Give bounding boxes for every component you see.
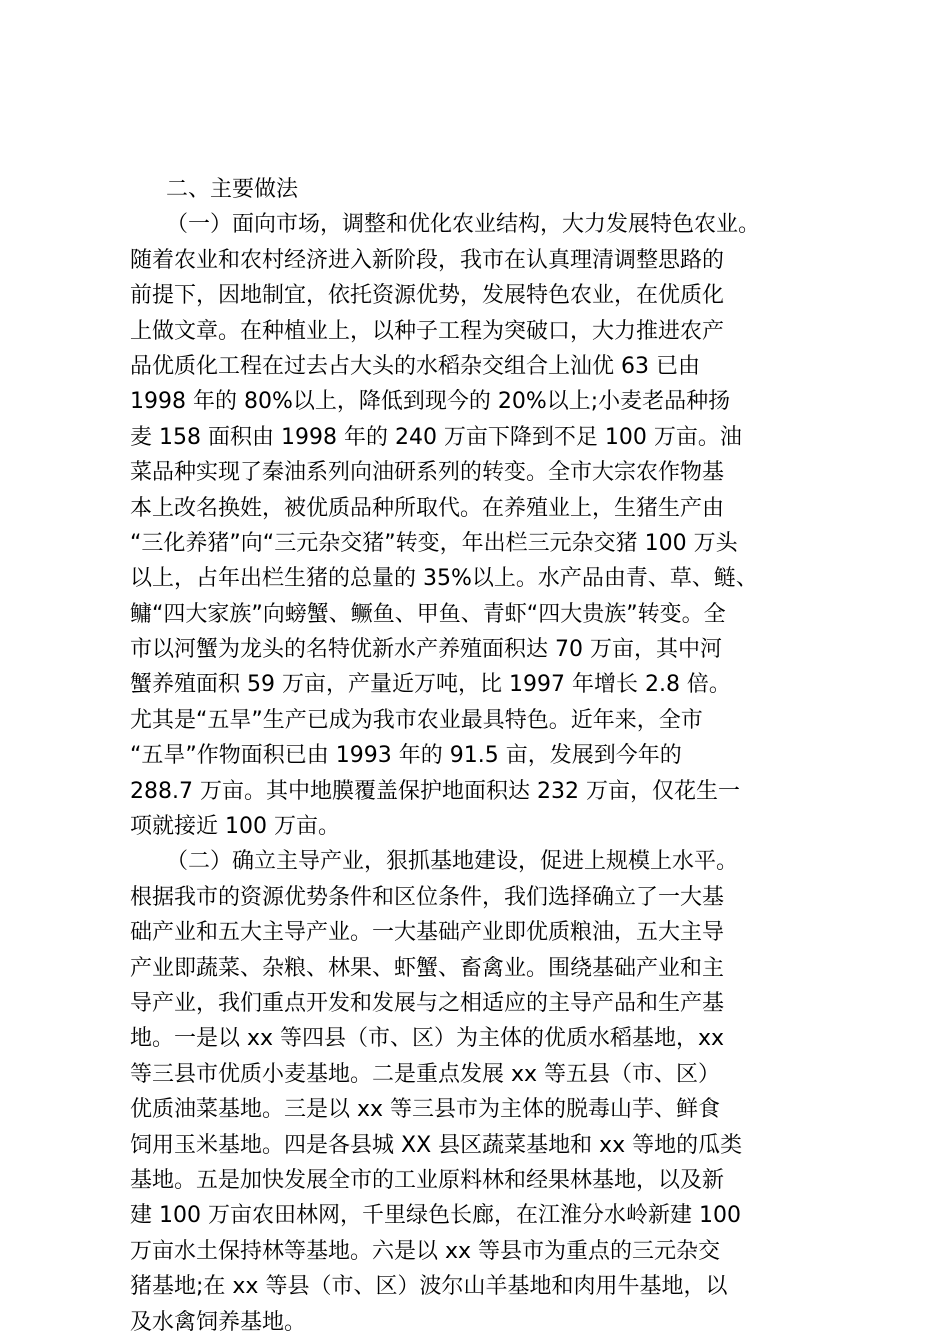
paragraph-line: 市以河蟹为龙头的名特优新水产养殖面积达 70 万亩，其中河 [130,637,722,663]
paragraph-line: 以上，占年出栏生猪的总量的 35%以上。水产品由青、草、鲢、 [130,566,758,592]
paragraph-line: 建 100 万亩农田林网，千里绿色长廊，在江淮分水岭新建 100 [130,1203,741,1229]
paragraph-line: 前提下，因地制宜，依托资源优势，发展特色农业，在优质化 [130,283,725,309]
paragraph-line: 产业即蔬菜、杂粮、林果、虾蟹、畜禽业。围绕基础产业和主 [130,955,725,981]
paragraph-line: 项就接近 100 万亩。 [130,814,340,840]
paragraph-line: 根据我市的资源优势条件和区位条件，我们选择确立了一大基 [130,884,725,910]
paragraph-line: 上做文章。在种植业上，以种子工程为突破口，大力推进农产 [130,318,725,344]
paragraph-line: （一）面向市场，调整和优化农业结构，大力发展特色农业。 [166,212,761,238]
paragraph-line: 导产业，我们重点开发和发展与之相适应的主导产品和生产基 [130,990,725,1016]
paragraph-line: 本上改名换姓，被优质品种所取代。在养殖业上，生猪生产由 [130,495,725,521]
paragraph-line: 础产业和五大主导产业。一大基础产业即优质粮油，五大主导 [130,920,725,946]
paragraph-line: 鳙“四大家族”向螃蟹、鳜鱼、甲鱼、青虾“四大贵族”转变。全 [130,601,726,627]
paragraph-line: 万亩水土保持林等基地。六是以 xx 等县市为重点的三元杂交 [130,1238,721,1264]
paragraph-line: 及水禽饲养基地。 [130,1309,307,1335]
paragraph-line: 优质油菜基地。三是以 xx 等三县市为主体的脱毒山芋、鲜食 [130,1097,721,1123]
paragraph-1 [130,207,840,844]
paragraph-line: 尤其是“五旱”生产已成为我市农业最具特色。近年来，全市 [130,707,703,733]
paragraph-line: 地。一是以 xx 等四县（市、区）为主体的优质水稻基地，xx [130,1026,725,1052]
paragraph-line: 猪基地;在 xx 等县（市、区）波尔山羊基地和肉用牛基地，以 [130,1274,728,1300]
paragraph-line: “五旱”作物面积已由 1993 年的 91.5 亩，发展到今年的 [130,743,682,769]
paragraph-line: 饲用玉米基地。四是各县城 XX 县区蔬菜基地和 xx 等地的瓜类 [130,1132,743,1158]
paragraph-line: 蟹养殖面积 59 万亩，产量近万吨，比 1997 年增长 2.8 倍。 [130,672,731,698]
paragraph-2 [130,844,840,1339]
paragraph-line: 等三县市优质小麦基地。二是重点发展 xx 等五县（市、区） [130,1061,721,1087]
paragraph-line: 1998 年的 80%以上，降低到现今的 20%以上;小麦老品种扬 [130,389,731,415]
paragraph-line: 288.7 万亩。其中地膜覆盖保护地面积达 232 万亩，仅花生一 [130,778,740,804]
paragraph-line: 品优质化工程在过去占大头的水稻杂交组合上汕优 63 已由 [130,353,700,379]
paragraph-line: 基地。五是加快发展全市的工业原料林和经果林基地，以及新 [130,1167,725,1193]
section-heading: 二、主要做法 [166,177,299,202]
document-body [130,172,840,1340]
paragraph-line: （二）确立主导产业，狠抓基地建设，促进上规模上水平。 [166,849,739,875]
paragraph-line: 麦 158 面积由 1998 年的 240 万亩下降到不足 100 万亩。油 [130,424,742,450]
paragraph-line: 随着农业和农村经济进入新阶段，我市在认真理清调整思路的 [130,247,725,273]
paragraph-line: “三化养猪”向“三元杂交猪”转变，年出栏三元杂交猪 100 万头 [130,530,738,556]
paragraph-line: 菜品种实现了秦油系列向油研系列的转变。全市大宗农作物基 [130,460,725,486]
